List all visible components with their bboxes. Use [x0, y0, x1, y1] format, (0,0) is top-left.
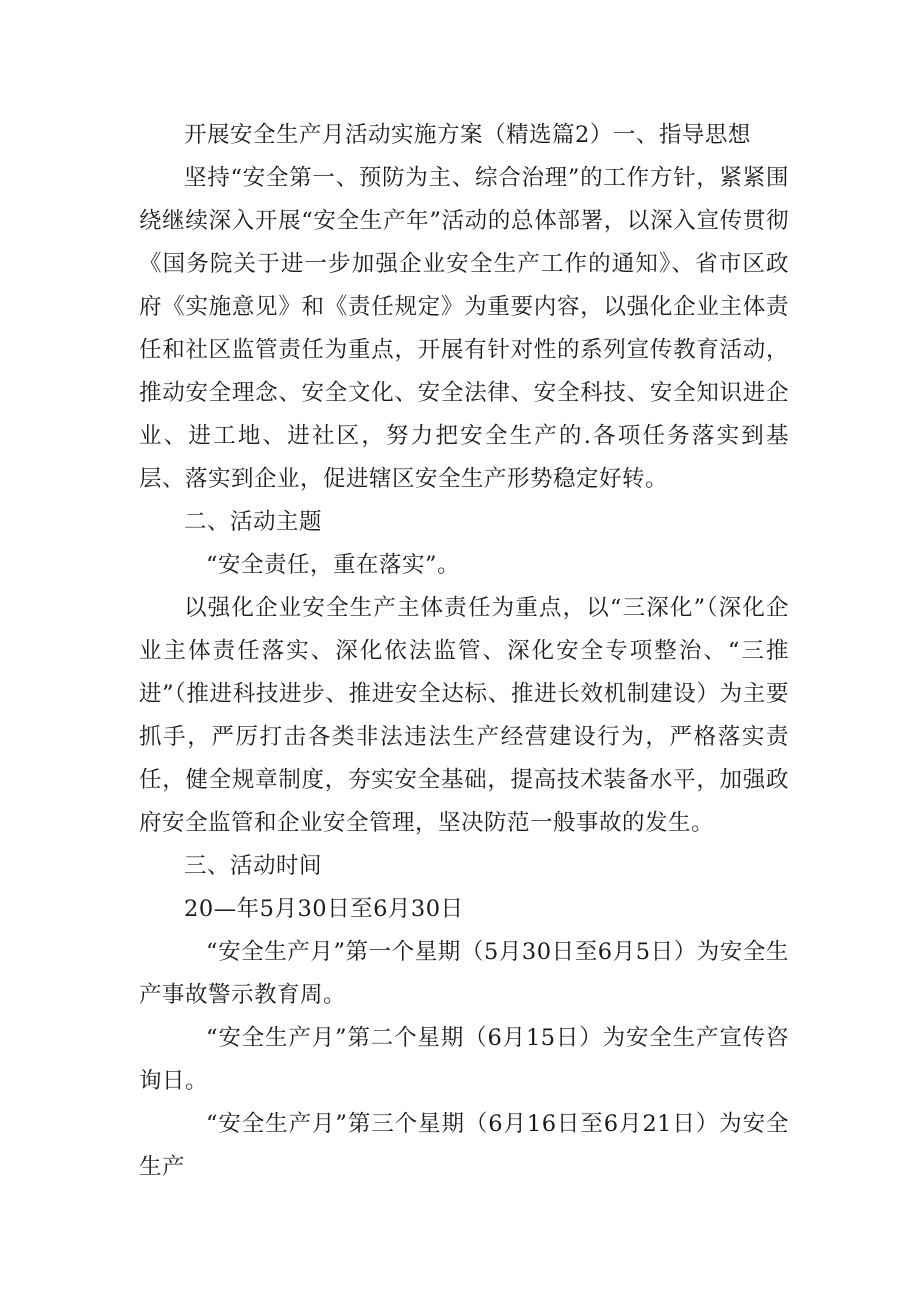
activity-theme-paragraph: 以强化企业安全生产主体责任为重点，以“三深化”（深化企业主体责任落实、深化依法监管、深化安全专项整治、“三推进”（推进科技进步、推进安全达标、推进长效机制建设）为主要抓手，严厉打击各类非法违法生产经营建设行为，严格落实责任，健全规章制度，夯实安全基础，提高技术装备水平，加强政府安全监管和企业安全管理，坚决防范一般事故的发生。 — [139, 595, 789, 836]
activity-theme-heading: 二、活动主题 — [184, 509, 323, 535]
activity-time-heading: 三、活动时间 — [184, 853, 323, 879]
activity-theme-slogan: “安全责任，重在落实”。 — [206, 552, 461, 578]
document-body — [139, 114, 789, 1189]
activity-time-dates: 20—年5月30日至6月30日 — [184, 896, 464, 922]
week-one-paragraph: “安全生产月”第一个星期（5月30日至6月5日）为安全生产事故警示教育周。 — [139, 939, 789, 1008]
week-three-paragraph: “安全生产月”第三个星期（6月16日至6月21日）为安全生产 — [139, 1111, 789, 1180]
guiding-ideology-paragraph: 坚持“安全第一、预防为主、综合治理”的工作方针，紧紧围绕继续深入开展“安全生产年”活动的总体部署，以深入宣传贯彻《国务院关于进一步加强企业安全生产工作的通知》、省市区政府《实施意见》和《责任规定》为重要内容，以强化企业主体责任和社区监管责任为重点，开展有针对性的系列宣传教育活动，推动安全理念、安全文化、安全法律、安全科技、安全知识进企业、进工地、进社区，努力把安全生产的.各项任务落实到基层、落实到企业，促进辖区安全生产形势稳定好转。 — [139, 165, 789, 492]
document-title-line: 开展安全生产月活动实施方案（精选篇2）一、指导思想 — [184, 122, 751, 148]
week-two-paragraph: “安全生产月”第二个星期（6月15日）为安全生产宣传咨询日。 — [139, 1025, 789, 1094]
